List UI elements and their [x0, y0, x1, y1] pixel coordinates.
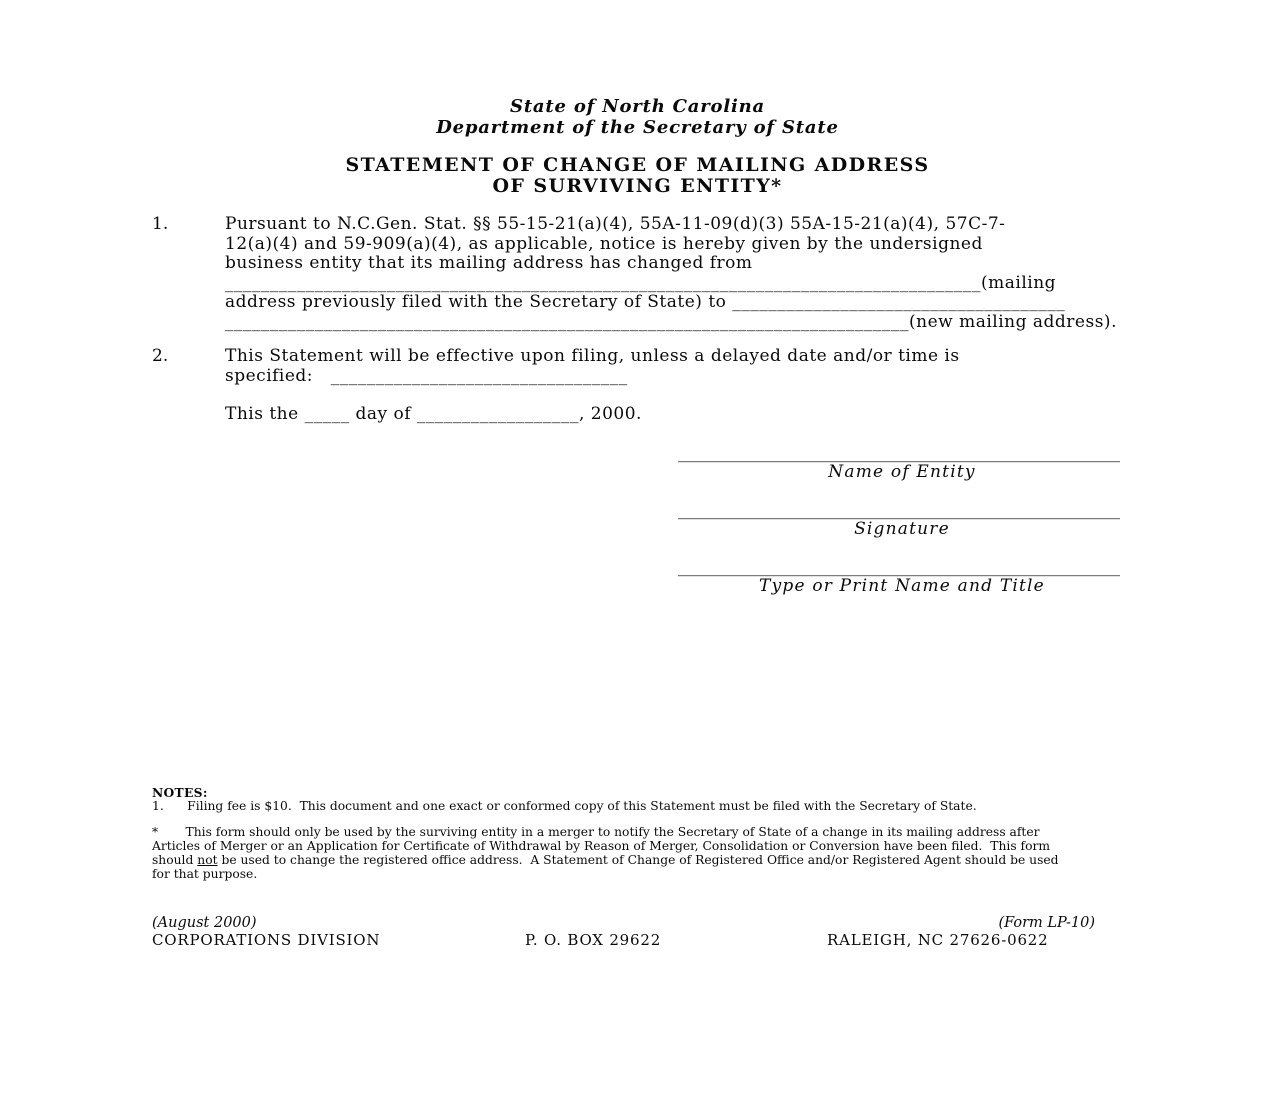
document-title: [0, 155, 1275, 197]
footer-address-row: [0, 931, 1275, 949]
paragraph-1-line: business entity that its mailing address has changed from: [225, 253, 753, 273]
note-asterisk-line: [152, 854, 1162, 868]
entity-name-label: Name of Entity: [828, 462, 976, 482]
paragraph-1-line: address previously filed with the Secretary of State) to _____________________________________: [225, 292, 1066, 312]
note-underlined-word: not: [197, 852, 218, 867]
note-asterisk-line: for that purpose.: [152, 866, 258, 881]
signature-blank-line: ____________________________________________________: [678, 500, 1120, 520]
notes-section: [152, 786, 1162, 881]
note-asterisk: [152, 826, 1162, 882]
note-text-pre: should: [152, 852, 198, 867]
entity-name-row: [678, 444, 1126, 482]
paragraph-1-line: 12(a)(4) and 59-909(a)(4), as applicable, notice is hereby given by the undersigned: [225, 233, 983, 254]
note-1: 1. Filing fee is $10. This document and one exact or conformed copy of this Statement must be filed with the Secretary of State.: [152, 798, 977, 813]
footer-po-box: P. O. BOX 29622: [525, 931, 662, 949]
effective-date-blank-line: specified: _________________________________: [225, 365, 628, 386]
paragraph-2-number: 2.: [152, 346, 169, 366]
document-title-line1: STATEMENT OF CHANGE OF MAILING ADDRESS: [345, 154, 930, 176]
notes-heading: NOTES:: [152, 785, 208, 800]
state-name: State of North Carolina: [510, 96, 765, 117]
printed-name-blank-line: ____________________________________________________: [678, 557, 1120, 577]
paragraph-1-number: 1.: [152, 214, 169, 234]
new-mailing-address-blank-line: ____________________________________________________________________________(new mailing address).: [225, 311, 1117, 332]
note-asterisk-line: * This form should only be used by the surviving entity in a merger to notify the Secretary of State of a change in its mailing address after: [152, 824, 1040, 839]
signature-label: Signature: [854, 519, 950, 539]
footer-division: CORPORATIONS DIVISION: [152, 931, 381, 949]
execution-date-line: This the _____ day of __________________, 2000.: [225, 404, 642, 424]
note-text-post: be used to change the registered office address. A Statement of Change of Registered Office and/or Registered Agent should be used: [217, 852, 1059, 867]
paragraph-2: [152, 347, 1162, 386]
signature-block: [678, 444, 1126, 615]
paragraph-1-text: [225, 215, 1117, 332]
footer-city-state-zip: RALEIGH, NC 27626-0622: [827, 931, 1049, 949]
paragraph-1-line: Pursuant to N.C.Gen. Stat. §§ 55-15-21(a)(4), 55A-11-09(d)(3) 55A-15-21(a)(4), 57C-7-: [225, 214, 1006, 234]
paragraph-2-line: This Statement will be effective upon filing, unless a delayed date and/or time is: [225, 346, 960, 366]
printed-name-label: Type or Print Name and Title: [759, 576, 1045, 596]
printed-name-row: [678, 558, 1126, 596]
letterhead: [0, 96, 1275, 138]
paragraph-1: [152, 215, 1162, 332]
form-revision-date: (August 2000): [152, 915, 257, 931]
signature-row: [678, 501, 1126, 539]
paragraph-2-text: [225, 347, 960, 386]
note-asterisk-line: Articles of Merger or an Application for Certificate of Withdrawal by Reason of Merger, Consolidation or Conversion have been filed. This form: [152, 838, 1051, 853]
entity-name-blank-line: ____________________________________________________: [678, 443, 1120, 463]
document-title-line2: OF SURVIVING ENTITY*: [492, 175, 783, 197]
form-number: (Form LP-10): [998, 915, 1095, 931]
department-name: Department of the Secretary of State: [436, 117, 839, 138]
old-mailing-address-blank-line: ____________________________________________________________________________________(mailing: [225, 272, 1057, 293]
